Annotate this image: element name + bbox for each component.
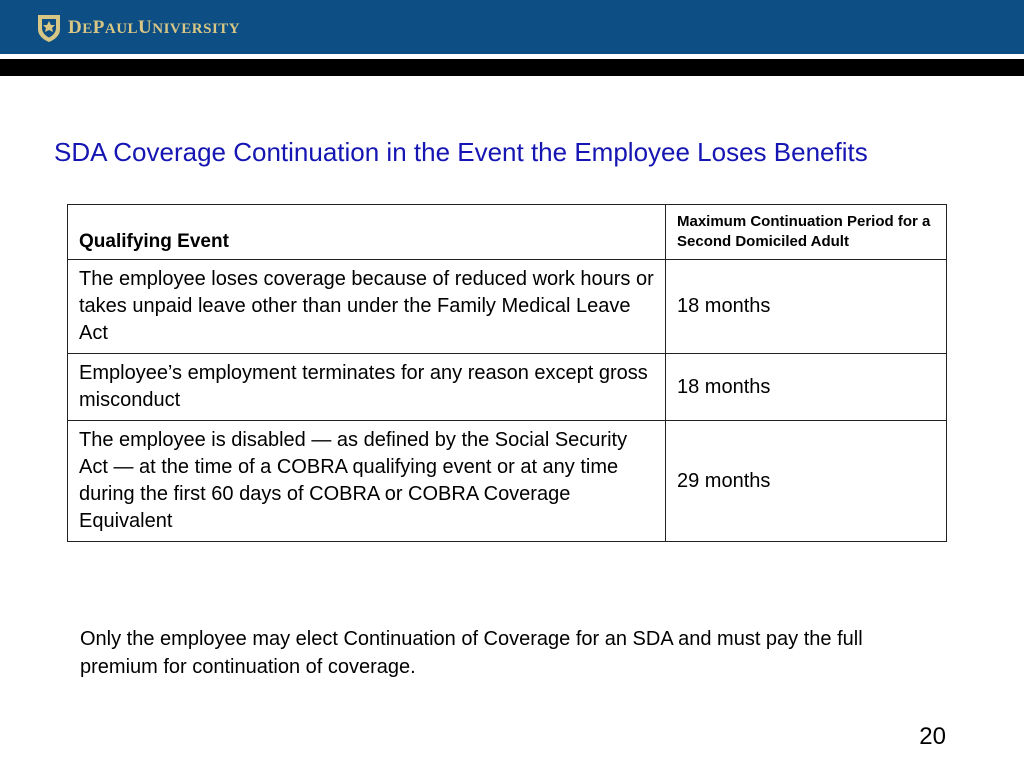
university-logo — [36, 13, 240, 43]
logo-letters: NIVERSITY — [152, 20, 241, 37]
table-row — [68, 260, 947, 354]
logo-letter: E — [82, 20, 93, 37]
period-cell: 18 months — [666, 354, 947, 421]
shield-crest-icon — [36, 13, 62, 43]
event-cell: The employee is disabled — as defined by the Social Security Act — at the time of a COBRA qualifying event or at any time during the first 60 days of COBRA or COBRA Coverage Equivalent — [68, 421, 666, 542]
footnote-text: Only the employee may elect Continuation of Coverage for an SDA and must pay the full premium for continuation of coverage. — [80, 628, 863, 678]
header-divider-black — [0, 59, 1024, 76]
column-header-qualifying-event: Qualifying Event — [68, 205, 666, 260]
slide-title: SDA Coverage Continuation in the Event the Employee Loses Benefits — [54, 137, 868, 167]
page-number: 20 — [919, 723, 946, 750]
continuation-table — [67, 204, 947, 542]
period-cell: 29 months — [666, 421, 947, 542]
university-wordmark — [68, 13, 240, 44]
header-bar — [0, 0, 1024, 54]
table-row — [68, 421, 947, 542]
logo-letter: U — [138, 16, 153, 38]
logo-letter: D — [68, 16, 83, 38]
table-row — [68, 354, 947, 421]
column-header-max-period: Maximum Continuation Period for a Second Domiciled Adult — [666, 205, 947, 260]
event-cell: The employee loses coverage because of reduced work hours or takes unpaid leave other than under the Family Medical Leave Act — [68, 260, 666, 354]
table-header-row — [68, 205, 947, 260]
logo-letter: P — [92, 16, 105, 38]
period-cell: 18 months — [666, 260, 947, 354]
logo-letters: AUL — [104, 20, 139, 37]
event-cell: Employee’s employment terminates for any reason except gross misconduct — [68, 354, 666, 421]
